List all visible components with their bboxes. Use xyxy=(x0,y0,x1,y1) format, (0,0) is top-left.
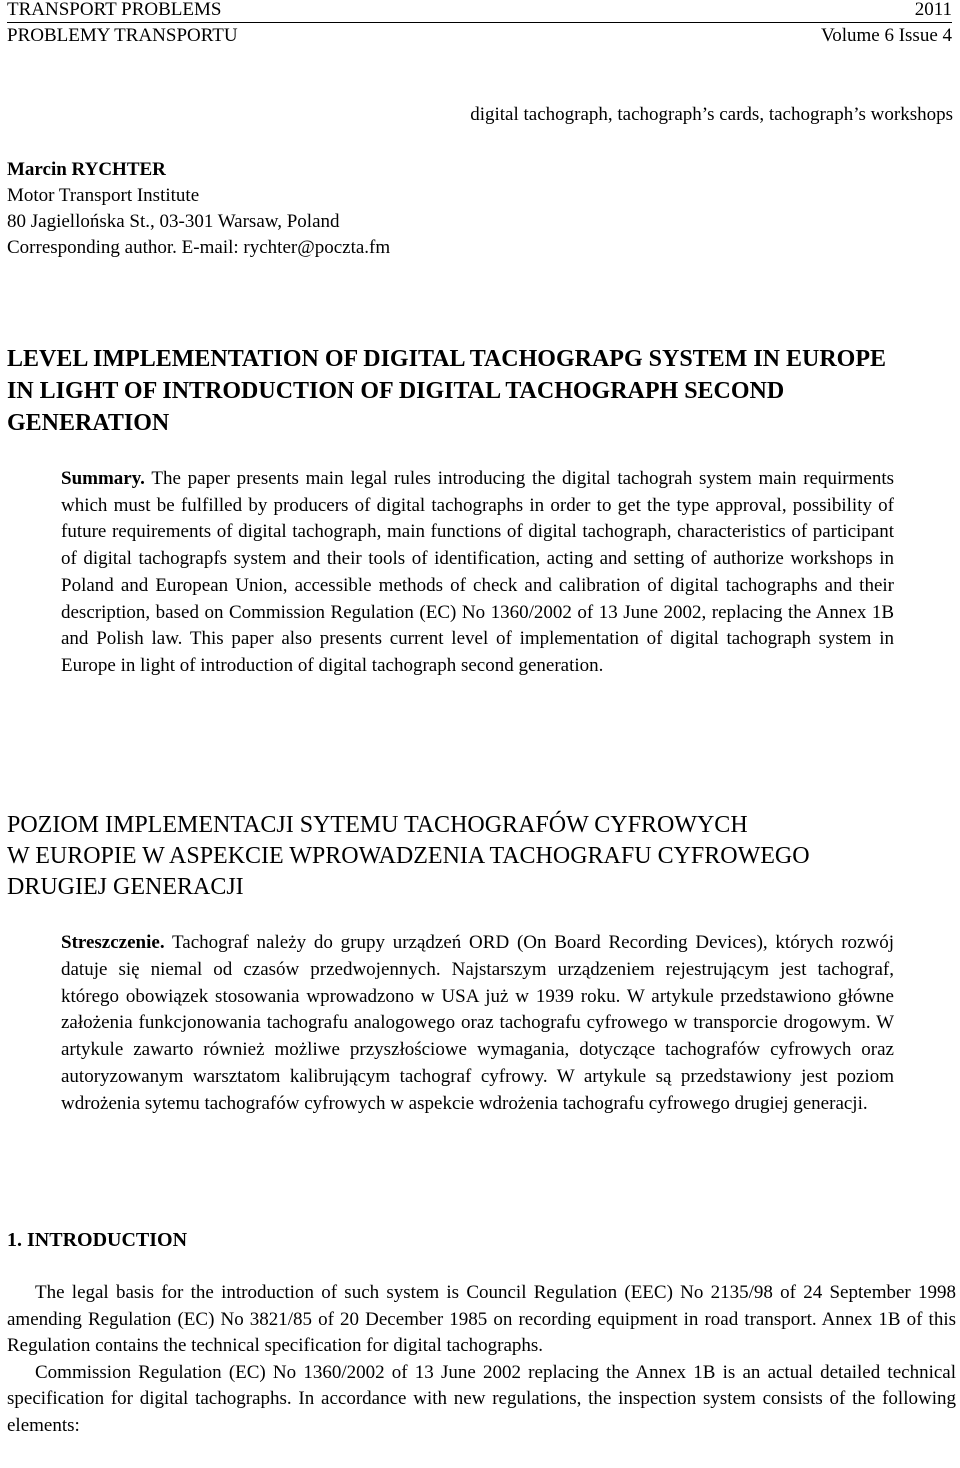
section-heading-introduction: 1. INTRODUCTION xyxy=(7,1229,188,1251)
keywords: digital tachograph, tachograph’s cards, tachograph’s workshops xyxy=(470,104,953,125)
volume-issue: Volume 6 Issue 4 xyxy=(820,25,952,46)
journal-name-en: TRANSPORT PROBLEMS xyxy=(7,0,222,20)
title-pl-line-1: POZIOM IMPLEMENTACJI SYTEMU TACHOGRAFÓW CYFROWYCH xyxy=(7,812,748,838)
introduction-paragraph-2: Commission Regulation (EC) No 1360/2002 of 13 June 2002 replacing the Annex 1B is an actual detailed technical specification for digital tachographs. In accordance with new regulations, the inspection system consists of the following elements: xyxy=(7,1361,956,1436)
author-address: 80 Jagiellońska St., 03-301 Warsaw, Poland xyxy=(7,211,340,232)
author-block xyxy=(7,157,390,261)
summary-paragraph xyxy=(61,466,894,680)
title-pl-line-2: W EUROPIE W ASPEKCIE WPROWADZENIA TACHOGRAFU CYFROWEGO xyxy=(7,843,810,869)
header-divider xyxy=(7,22,952,23)
journal-year: 2011 xyxy=(914,0,952,20)
streszczenie-paragraph xyxy=(61,930,894,1118)
author-corresponding: Corresponding author. E-mail: rychter@poczta.fm xyxy=(7,237,391,258)
introduction-paragraph-1: The legal basis for the introduction of such system is Council Regulation (EEC) No 2135/98 of 24 September 1998 amending Regulation (EC) No 3821/85 of 20 December 1985 on recording equipment in road transport. Annex 1B of this Regulation contains the technical specification for digital tachographs. xyxy=(7,1282,956,1357)
author-name: Marcin RYCHTER xyxy=(7,159,166,180)
summary-text: The paper presents main legal rules introducing the digital tachograh system main requirments which must be fulfilled by producers of digital tachographs in order to get the type approval, possibility of future requirements of digital tachograph, main functions of digital tachograph, characteristics of participant of digital tachograpfs system and their tools of identification, acting and setting of authorize workshops in Poland and European Union, accessible methods of check and calibration of digital tachographs and their description, based on Commission Regulation (EC) No 1360/2002 of 13 June 2002, replacing the Annex 1B and Polish law. This paper also presents current level of implementation of digital tachograph system in Europe in light of introduction of digital tachograph second generation. xyxy=(61,468,894,676)
author-institute: Motor Transport Institute xyxy=(7,185,200,206)
introduction-body xyxy=(7,1280,956,1440)
title-pl-line-3: DRUGIEJ GENERACJI xyxy=(7,874,244,900)
summary-label: Summary. xyxy=(61,468,145,489)
streszczenie-label: Streszczenie. xyxy=(61,932,165,953)
journal-name-pl: PROBLEMY TRANSPORTU xyxy=(7,25,238,46)
paper-title-pl xyxy=(7,810,937,903)
streszczenie-text: Tachograf należy do grupy urządzeń ORD (On Board Recording Devices), których rozwój datuje się niemal od czasów przedwojennych. Najstarszym urządzeniem rejestrującym jest tachograf, którego obowiązek stosowania wprowadzono w USA już w 1939 roku. W artykule przedstawiono główne założenia funkcjonowania tachografu analogowego oraz tachografu cyfrowego w transporcie drogowym. W artykule zawarto również możliwe przyszłościowe wymagania, dotyczące tachografów cyfrowych oraz autoryzowanym warsztatom kalibrującym tachograf cyfrowy. W artykule są przedstawiony jest poziom wdrożenia sytemu tachografów cyfrowych w aspekcie wdrożenia tachografu cyfrowego drugiej generacji. xyxy=(61,932,894,1114)
paper-title-en: LEVEL IMPLEMENTATION OF DIGITAL TACHOGRAPG SYSTEM IN EUROPE IN LIGHT OF INTRODUCTION OF DIGITAL TACHOGRAPH SECOND GENERATION xyxy=(7,346,887,436)
